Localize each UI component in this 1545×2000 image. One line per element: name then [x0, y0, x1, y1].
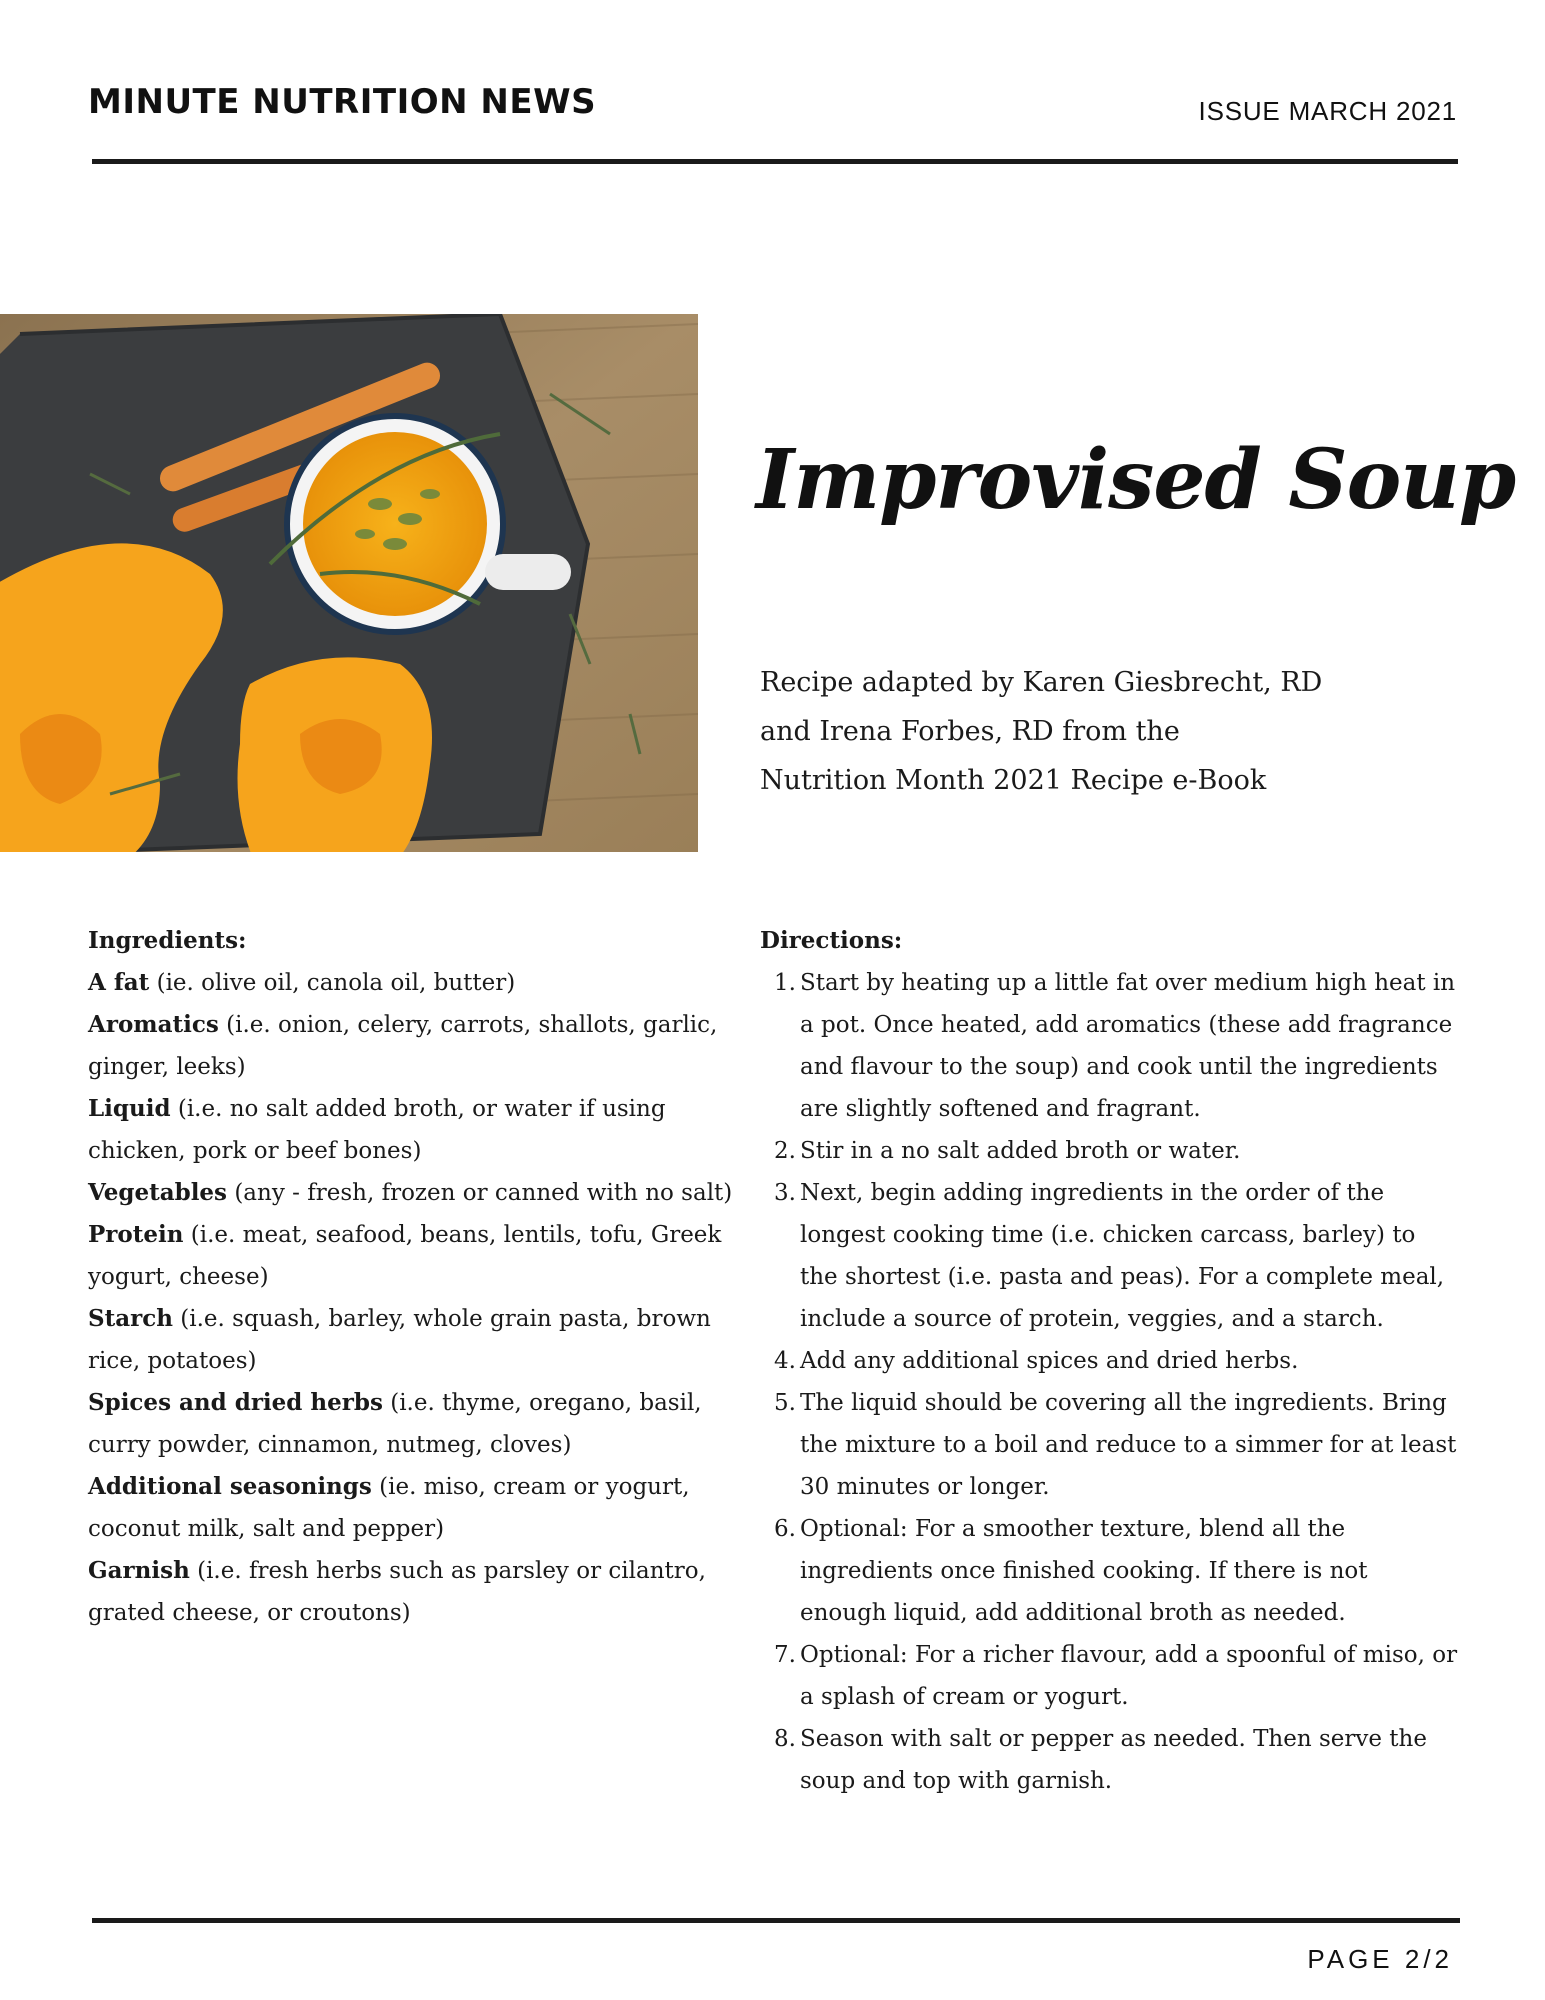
- byline-line: Nutrition Month 2021 Recipe e-Book: [760, 765, 1267, 796]
- ingredient-detail: (i.e. squash, barley, whole grain pasta, brown rice, potatoes): [88, 1306, 711, 1374]
- ingredient-detail: (i.e. fresh herbs such as parsley or cilantro, grated cheese, or croutons): [88, 1558, 706, 1626]
- direction-step: [760, 1172, 1460, 1340]
- directions-section: [760, 920, 1460, 1802]
- ingredient-name: Spices and dried herbs: [88, 1389, 383, 1416]
- article-byline: [760, 658, 1360, 805]
- ingredient-item: [88, 962, 728, 1004]
- ingredients-heading: Ingredients:: [88, 927, 247, 954]
- ingredient-detail: (any - fresh, frozen or canned with no salt): [227, 1180, 733, 1206]
- masthead-title: MINUTE NUTRITION NEWS: [88, 82, 597, 122]
- step-number: 1.: [774, 970, 796, 996]
- direction-step: [760, 1130, 1460, 1172]
- ingredient-name: Liquid: [88, 1095, 171, 1122]
- direction-step: [760, 962, 1460, 1130]
- ingredient-detail: (i.e. thyme, oregano, basil, curry powder, cinnamon, nutmeg, cloves): [88, 1390, 702, 1458]
- direction-step: [760, 1508, 1460, 1634]
- step-text: Optional: For a smoother texture, blend all the ingredients once finished cooking. If there is not enough liquid, add additional broth as needed.: [800, 1516, 1368, 1626]
- direction-step: [760, 1718, 1460, 1802]
- ingredient-name: Additional seasonings: [88, 1473, 372, 1500]
- step-text: Start by heating up a little fat over medium high heat in a pot. Once heated, add aromatics (these add fragrance and flavour to the soup) and cook until the ingredients are slightly softened and fragrant.: [800, 970, 1456, 1122]
- ingredient-name: Starch: [88, 1305, 173, 1332]
- byline-line: Recipe adapted by Karen Giesbrecht, RD: [760, 667, 1323, 698]
- soup-photo: [0, 314, 698, 852]
- step-text: The liquid should be covering all the ingredients. Bring the mixture to a boil and reduce to a simmer for at least 30 minutes or longer.: [800, 1390, 1457, 1500]
- ingredient-name: Garnish: [88, 1557, 190, 1584]
- ingredient-item: [88, 1298, 728, 1382]
- step-text: Stir in a no salt added broth or water.: [800, 1138, 1241, 1164]
- ingredient-name: Protein: [88, 1221, 184, 1248]
- ingredient-name: Aromatics: [88, 1011, 219, 1038]
- step-number: 2.: [774, 1138, 796, 1164]
- step-number: 8.: [774, 1726, 796, 1752]
- issue-date: ISSUE MARCH 2021: [1198, 96, 1457, 126]
- article-title: Improvised Soup: [756, 432, 1516, 528]
- byline-line: and Irena Forbes, RD from the: [760, 716, 1180, 747]
- step-text: Optional: For a richer flavour, add a spoonful of miso, or a splash of cream or yogurt.: [800, 1642, 1458, 1710]
- ingredient-detail: (ie. miso, cream or yogurt, coconut milk, salt and pepper): [88, 1474, 690, 1542]
- ingredient-name: Vegetables: [88, 1179, 228, 1206]
- ingredient-item: [88, 1004, 728, 1088]
- direction-step: [760, 1634, 1460, 1718]
- ingredient-detail: (ie. olive oil, canola oil, butter): [149, 970, 516, 996]
- footer-divider: [92, 1918, 1460, 1923]
- ingredient-item: [88, 1466, 728, 1550]
- step-text: Add any additional spices and dried herbs.: [800, 1348, 1299, 1374]
- ingredient-item: [88, 1550, 728, 1634]
- ingredient-item: [88, 1214, 728, 1298]
- step-number: 7.: [774, 1642, 796, 1668]
- page-number: PAGE 2/2: [1307, 1944, 1453, 1974]
- step-number: 3.: [774, 1180, 796, 1206]
- step-text: Next, begin adding ingredients in the order of the longest cooking time (i.e. chicken carcass, barley) to the shortest (i.e. pasta and peas). For a complete meal, include a source of protein, veggies, and a starch.: [800, 1180, 1445, 1332]
- ingredients-section: [88, 920, 733, 1634]
- ingredient-detail: (i.e. meat, seafood, beans, lentils, tofu, Greek yogurt, cheese): [88, 1222, 722, 1290]
- header-divider: [92, 159, 1458, 164]
- ingredient-detail: (i.e. no salt added broth, or water if using chicken, pork or beef bones): [88, 1096, 666, 1164]
- directions-heading: Directions:: [760, 927, 903, 954]
- step-number: 6.: [774, 1516, 796, 1542]
- ingredient-item: [88, 1382, 728, 1466]
- ingredient-detail: (i.e. onion, celery, carrots, shallots, garlic, ginger, leeks): [88, 1012, 718, 1080]
- step-text: Season with salt or pepper as needed. Then serve the soup and top with garnish.: [800, 1726, 1427, 1794]
- directions-list: [760, 962, 1460, 1802]
- ingredient-name: A fat: [88, 969, 150, 996]
- ingredient-item: [88, 1088, 728, 1172]
- direction-step: [760, 1340, 1460, 1382]
- step-number: 4.: [774, 1348, 796, 1374]
- step-number: 5.: [774, 1390, 796, 1416]
- ingredient-item: [88, 1172, 733, 1214]
- direction-step: [760, 1382, 1460, 1508]
